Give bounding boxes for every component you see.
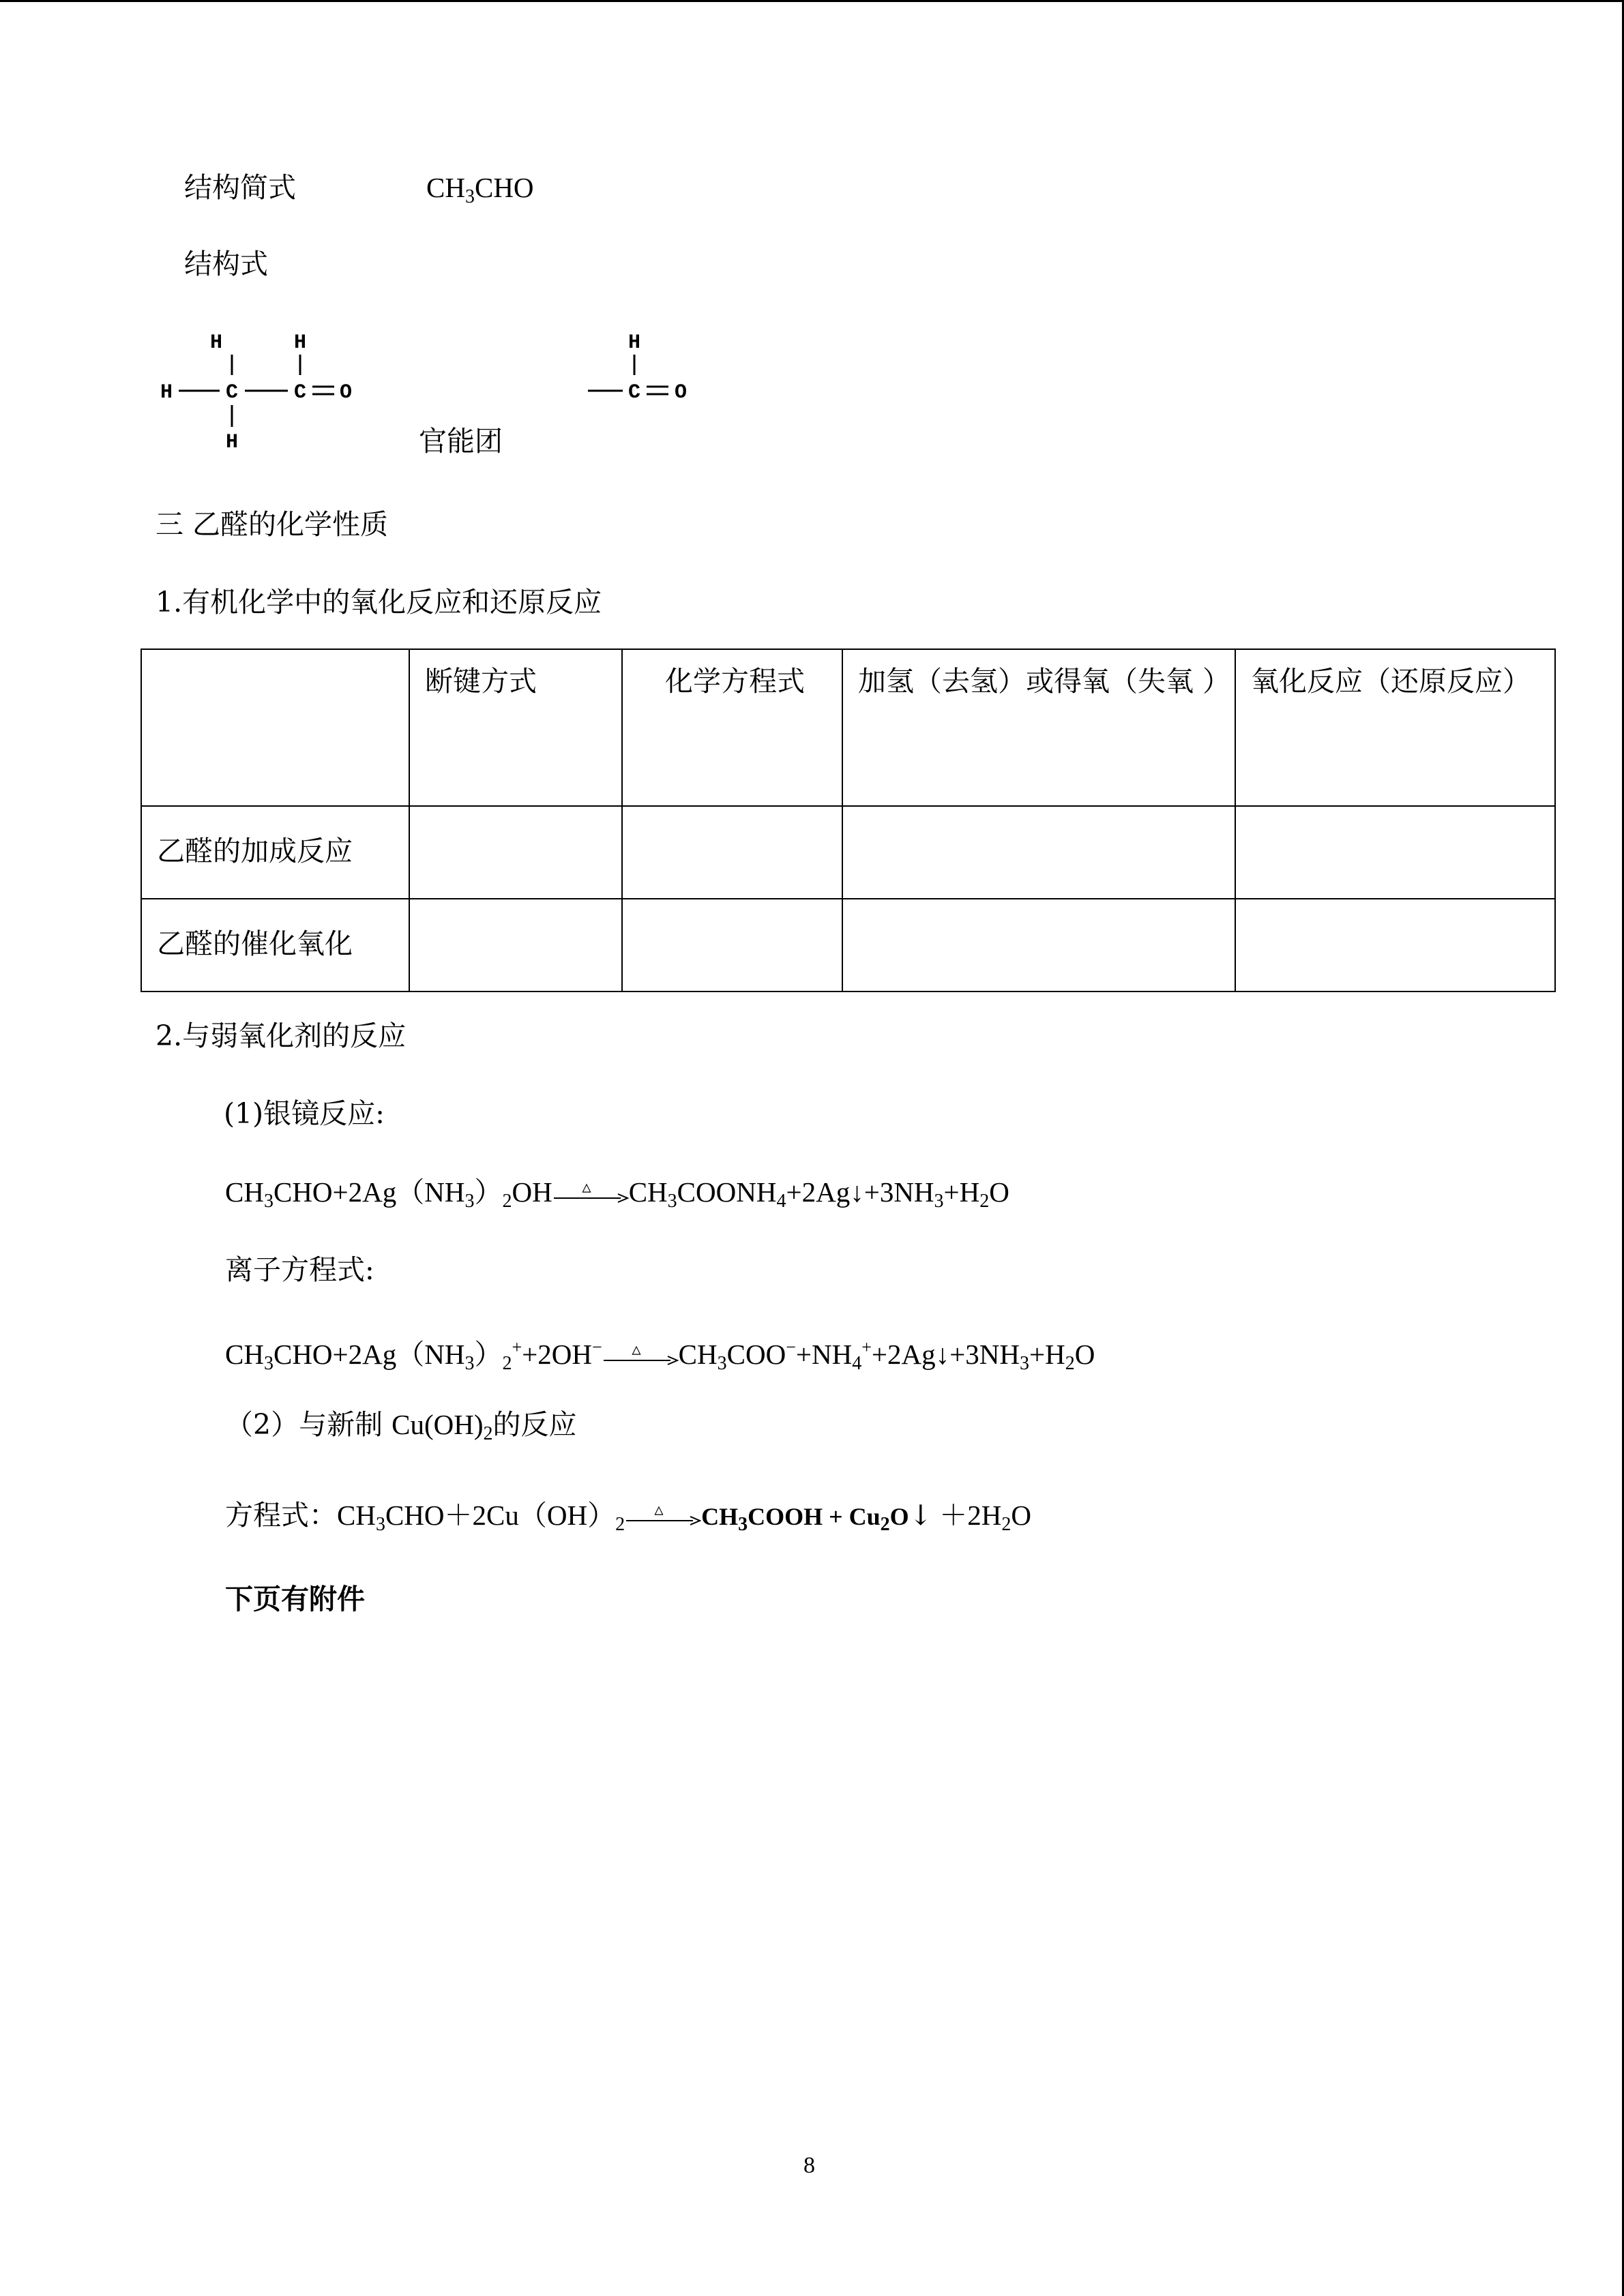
table-header-cell: 化学方程式 [622,649,842,806]
acetaldehyde-structure [151,326,370,456]
table-cell [1235,899,1555,992]
table-cell [622,806,842,899]
atom-h: H [209,331,223,355]
table-cell [842,899,1235,992]
table-header-cell: 加氢（去氢）或得氧（失氧 ） [842,649,1235,806]
atom-h: H [628,331,641,355]
table-header-row [141,649,1555,806]
page-number: 8 [803,2153,815,2178]
heat-arrow [552,1182,629,1209]
copper-hydroxide-equation: 方程式：$CH_3CHO+2Cu(OH)_2$ △ $CH_3COOH$ + $Cu_2O↓ +2H_2O$ [225,1499,1031,1535]
svg-text:△: △ [582,1181,591,1197]
atom-h: H [293,331,307,355]
atom-o: O [674,381,688,404]
ionic-equation: $CH_3CHO+2Ag(NH_3)_2^++2OH^-$ △ $CH_3COO^-+NH_4^++2Ag↓+3NH_3+H_2O$ [225,1337,1095,1374]
table-header-cell: 断键方式 [409,649,622,806]
structural-formula-label: 结构式 [184,248,268,280]
table-cell [622,899,842,992]
table-cell [842,806,1235,899]
down-arrow: ↓ [909,1499,933,1532]
table-row [141,806,1555,899]
aldehyde-group-structure [585,326,708,408]
down-arrow: ↓ [935,1339,950,1370]
atom-o: O [339,381,353,404]
heat-arrow [602,1344,679,1371]
subsection-title: 2.与弱氧化剂的反应 [156,1019,407,1052]
table-cell [1235,806,1555,899]
ionic-equation-label: 离子方程式: [225,1253,374,1286]
table-header-cell: 氧化反应（还原反应） [1235,649,1555,806]
functional-group-label: 官能团 [419,425,503,458]
svg-text:△: △ [654,1504,664,1519]
reaction-table [141,648,1556,992]
atom-c: C [293,381,307,404]
table-row [141,899,1555,992]
atom-c: C [225,381,239,404]
simplified-formula: $CH_3CHO$ [426,172,534,207]
next-page-note: 下页有附件 [225,1583,365,1615]
table-cell [409,806,622,899]
heat-arrow [625,1504,701,1532]
subsection-title: 1.有机化学中的氧化反应和还原反应 [156,586,602,618]
table-row-label: 乙醛的加成反应 [141,806,409,899]
simplified-formula-label: 结构简式 [184,171,296,204]
table-cell [409,899,622,992]
atom-c: C [628,381,641,404]
atom-h: H [160,381,173,404]
svg-text:△: △ [632,1343,641,1359]
atom-h: H [225,431,239,454]
silver-mirror-title: (1)银镜反应: [224,1097,385,1130]
top-border [0,0,1624,2]
table-row-label: 乙醛的催化氧化 [141,899,409,992]
table-header-cell [141,649,409,806]
silver-mirror-equation: $CH_3CHO+2Ag(NH_3)_2OH$ △ $CH_3COONH_4+2Ag↓+3NH_3+H_2O$ [225,1176,1009,1212]
down-arrow: ↓ [850,1176,864,1208]
section-title: 三 乙醛的化学性质 [156,508,389,541]
copper-hydroxide-title: （2）与新制 $Cu(OH)_2$的反应 [225,1408,577,1444]
